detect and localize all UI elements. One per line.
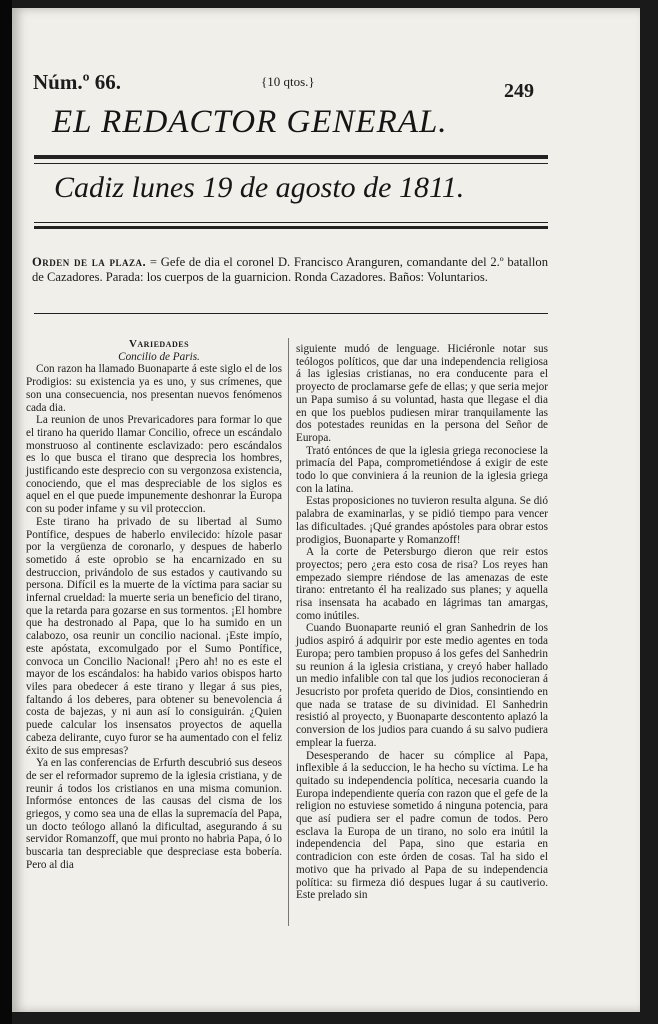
right-paragraph: Desesperando de hacer su cómplice al Papa, inflexible á la seduccion, le ha hecho su víctima. Le ha quitado su independencia política, necesaria cuando la Europa independiente quería con razon que el gefe de la religion no estuviese sometido á ninguna potencia, para que así pudiera ser el padre comun de todos. Pero esclava la Europa de un tirano, no solo era inútil la independencia del Papa, sino que estaria en contradicion con este órden de cosas. Tal ha sido el motivo que ha privado al Papa de su independencia política: su firmeza dió despues lugar á su cautiverio. Este prelado sin bbox=[296, 749, 548, 902]
rule-mid-thin bbox=[34, 222, 548, 223]
section-title: Variedades bbox=[128, 338, 190, 350]
right-paragraph: Trató entónces de que la iglesia griega reconociese la primacía del Papa, comprometiéndose á exigir de este todo lo que conviniera á la reunion de la iglesia griega con la latina. bbox=[296, 444, 548, 495]
rule-section bbox=[34, 313, 548, 314]
orden-text: = Gefe de dia el coronel D. Francisco Aranguren, comandante del 2.º batallon de Cazadores. Parada: los cuerpos de la guarnicion. Ronda Cazadores. Baños: Voluntarios. bbox=[32, 255, 548, 284]
newspaper-page bbox=[12, 8, 640, 1012]
issue-price: {10 qtos.} bbox=[261, 74, 315, 89]
left-paragraph: Ya en las conferencias de Erfurth descubrió sus deseos de ser el reformador supremo de la iglesia cristiana, y de reunir á todos los cristianos en una misma comunion. Informóse entonces de las causas del cisma de los griegos, y como sea una de ellas la supremacía del Papa, un docto teólogo allanó la dificultad, asegurando á su servidor Romanzoff, que mui pronto no habria Papa, ó lo buscaria tan despreciable que despreciase esta bobería. Pero al dia bbox=[26, 757, 282, 871]
page-number: 249 bbox=[504, 80, 534, 102]
rule-top-thin bbox=[34, 163, 548, 164]
right-paragraph: Cuando Buonaparte reunió el gran Sanhedrin de los judios aspiró á adquirir por este medio agentes en toda Europa; pero tambien propuso á los gefes del Sanhedrin su reunion á la iglesia cristiana, y creyó haber hallado un medio infalible con tal que los judios reconocieran á Jesucristo por profeta querido de Dios, consintiendo en que nada se tratase de su divinidad. El Sanhedrin resistió al proyecto, y Buonaparte descontento aplazó la conversion de los judios para cuando á su salvo pudiera emplear la fuerza. bbox=[296, 622, 548, 749]
orden-de-la-plaza bbox=[32, 255, 548, 285]
masthead-title: EL REDACTOR GENERAL. bbox=[52, 104, 448, 140]
right-paragraph: A la corte de Petersburgo dieron que reir estos proyectos; pero ¿era esto cosa de risa? Los reyes han empezado siempre riéndose de las amenazas de este tirano: entretanto él ha realizado sus planes; y aquella risa insensata ha acabado en lágrimas tan amargas, como inútiles. bbox=[296, 546, 548, 622]
rule-mid-thick bbox=[34, 226, 548, 229]
book-binding bbox=[0, 0, 12, 1024]
right-paragraph: Estas proposiciones no tuvieron resulta alguna. Se dió palabra de examinarlas, y se pidió tiempo para vencer las dificultades. ¡Qué grandes apóstoles para obrar estos prodigios, Buonaparte y Romanzoff! bbox=[296, 495, 548, 546]
left-paragraph: Con razon ha llamado Buonaparte á este siglo el de los Prodigios: su existencia ya es uno, y sus crímenes, que son una consecuencia, nos presentan nuevos fenómenos cada dia. bbox=[26, 363, 282, 414]
left-paragraph: La reunion de unos Prevaricadores para formar lo que el tirano ha querido llamar Concilio, ofrece un escándalo monstruoso al continente esclavizado: pero escándalos es lo que busca el tirano que desprecia los hombres, justificando este desprecio con su vergonzosa existencia, conociendo, que el mas despreciable de los siglos es aquel en el que puede impunemente deshonrar la Europa con su poder infame y su vil proteccion. bbox=[26, 414, 282, 516]
rule-top-thick bbox=[34, 155, 548, 159]
section-subtitle: Concilio de Paris. bbox=[118, 350, 200, 363]
orden-label: Orden de la plaza. bbox=[32, 255, 147, 269]
right-column bbox=[296, 343, 548, 902]
left-paragraph: Este tirano ha privado de su libertad al Sumo Pontífice, despues de haberlo envilecido: hízole pasar por la vergüenza de coronarlo, y despues de haberlo sometido á este oprobio se ha encarnizado en su destruccion, privándolo de sus estados y cautivando su persona. Difícil es la muerte de la víctima para saciar su infernal crueldad: la muerte seria un beneficio del tirano, que la retarda para gozarse en sus tormentos. ¡El hombre que ha destronado al Papa, que lo ha sumido en un calabozo, osa reunir un concilio nacional. ¡Este impío, este apóstata, excomulgado por el Sumo Pontífice, convoca un Concilio Nacional! ¡Pero ah! no es este el mayor de los escándalos: ha habido varios obispos harto viles para obedecer á este tirano y llegar á sus pies, faltando á los deberes, para obtener su benevolencia á costa de bajezas, y ni aun así lo consiguirán. ¿Quien puede calcular los insensatos proyectos de aquella cabeza delirante, cuyo furor se ha aumentado con el feliz éxito de sus empresas? bbox=[26, 515, 282, 757]
issue-number: Núm.º 66. bbox=[33, 70, 122, 94]
left-column bbox=[26, 338, 282, 872]
right-paragraph: siguiente mudó de lenguage. Hiciéronle notar sus teólogos políticos, que dar una independencia religiosa á las iglesias cristianas, no era conducente para el proyecto de proclamarse gefe de ellas; y que seria mejor un Papa sumiso á su voluntad, hasta que llegase el dia en que los pueblos pudiesen mirar tranquilamente las dos potestades reunidas en la persona del Señor de Europa. bbox=[296, 343, 548, 444]
dateline: Cadiz lunes 19 de agosto de 1811. bbox=[54, 171, 465, 204]
column-divider bbox=[288, 338, 289, 926]
